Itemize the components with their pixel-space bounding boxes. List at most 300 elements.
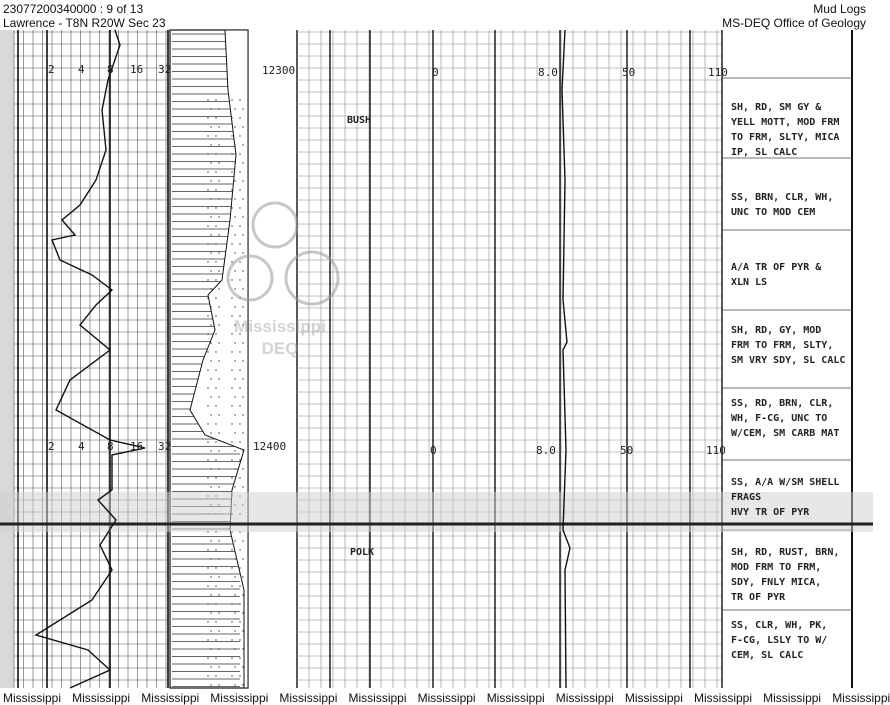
sand-dot (231, 657, 232, 658)
lithology-description-line: HVY TR OF PYR (731, 507, 810, 518)
sand-dot (210, 666, 211, 667)
sand-dot (239, 477, 240, 478)
sand-dot (218, 612, 219, 613)
sand-dot (218, 288, 219, 289)
sand-dot (210, 306, 211, 307)
sand-dot (218, 576, 219, 577)
sand-dot (234, 576, 235, 577)
sand-dot (239, 603, 240, 604)
sand-dot (207, 135, 208, 136)
sand-dot (207, 387, 208, 388)
sand-dot (207, 549, 208, 550)
sand-dot (239, 441, 240, 442)
sand-dot (242, 378, 243, 379)
sand-dot (218, 306, 219, 307)
log-type-label: Mud Logs (813, 2, 866, 16)
scale-a-label: 8 (107, 440, 114, 453)
sand-dot (242, 144, 243, 145)
sand-dot (234, 198, 235, 199)
sand-dot (231, 549, 232, 550)
sand-dot (239, 369, 240, 370)
sand-dot (218, 126, 219, 127)
sand-dot (218, 648, 219, 649)
sand-dot (215, 189, 216, 190)
sand-dot (210, 450, 211, 451)
scale-a-label: 16 (130, 63, 144, 76)
footer-watermark-label: Mississippi (486, 691, 545, 705)
lithology-description-line: FRAGS (731, 492, 762, 503)
sand-dot (215, 639, 216, 640)
sand-dot (231, 387, 232, 388)
sand-dot (218, 360, 219, 361)
gamma-curve (36, 30, 145, 688)
sand-dot (210, 324, 211, 325)
sand-dot (231, 459, 232, 460)
sand-dot (231, 675, 232, 676)
scale-a-label: 16 (130, 440, 144, 453)
depth-label: 12300 (262, 64, 296, 77)
footer-watermark-label: Mississippi (832, 691, 890, 705)
sand-dot (239, 567, 240, 568)
sand-dot (215, 675, 216, 676)
sand-dot (231, 351, 232, 352)
sand-dot (210, 270, 211, 271)
sand-dot (218, 558, 219, 559)
sand-dot (242, 252, 243, 253)
sand-dot (231, 585, 232, 586)
sand-dot (207, 333, 208, 334)
sand-dot (231, 621, 232, 622)
sand-dot (218, 486, 219, 487)
sand-dot (215, 207, 216, 208)
sand-dot (215, 585, 216, 586)
sand-dot (242, 414, 243, 415)
sand-dot (242, 540, 243, 541)
sand-dot (215, 549, 216, 550)
sand-dot (218, 216, 219, 217)
sand-dot (215, 225, 216, 226)
sand-dot (210, 126, 211, 127)
footer-watermark-label: Mississippi (279, 691, 338, 705)
lithology-description-line: CEM, SL CALC (731, 650, 804, 661)
sand-dot (215, 387, 216, 388)
sand-dot (207, 351, 208, 352)
sand-dot (218, 378, 219, 379)
sand-dot (207, 459, 208, 460)
sand-dot (210, 180, 211, 181)
sand-dot (239, 459, 240, 460)
lithology-description-line: SH, RD, RUST, BRN, (731, 547, 840, 558)
lithology-description-line: IP, SL CALC (731, 147, 798, 158)
sand-dot (242, 666, 243, 667)
sand-dot (207, 657, 208, 658)
sand-dot (210, 468, 211, 469)
sand-dot (231, 153, 232, 154)
footer-watermark-label: Mississippi (624, 691, 683, 705)
sand-dot (242, 288, 243, 289)
sand-dot (242, 558, 243, 559)
lithology-description-line: WH, F-CG, UNC TO (731, 413, 828, 424)
sand-dot (234, 468, 235, 469)
sand-dot (210, 684, 211, 685)
sand-dot (210, 540, 211, 541)
sand-dot (234, 270, 235, 271)
sand-dot (207, 243, 208, 244)
scale-a-label: 2 (48, 440, 55, 453)
lithology-description-line: FRM TO FRM, SLTY, (731, 340, 834, 351)
sand-dot (218, 162, 219, 163)
sand-dot (234, 360, 235, 361)
sand-dot (242, 594, 243, 595)
sand-dot (210, 558, 211, 559)
lithology-description-line: YELL MOTT, MOD FRM (731, 117, 840, 128)
sand-dot (210, 648, 211, 649)
sand-dot (218, 666, 219, 667)
sand-dot (234, 144, 235, 145)
sand-dot (218, 432, 219, 433)
scale-b-label: 110 (708, 66, 728, 79)
sand-dot (215, 279, 216, 280)
sand-dot (234, 684, 235, 685)
sand-dot (239, 153, 240, 154)
sand-dot (210, 198, 211, 199)
sand-dot (234, 162, 235, 163)
scale-a-label: 32 (158, 63, 172, 76)
sand-dot (239, 621, 240, 622)
sand-dot (234, 216, 235, 217)
sand-dot (218, 234, 219, 235)
scale-b-label: 50 (622, 66, 636, 79)
sand-dot (215, 657, 216, 658)
sand-dot (234, 396, 235, 397)
sand-dot (215, 603, 216, 604)
sand-dot (239, 279, 240, 280)
lithology-description-line: SH, RD, SM GY & (731, 102, 822, 113)
sand-dot (218, 414, 219, 415)
sand-dot (207, 603, 208, 604)
sand-dot (242, 342, 243, 343)
location-label: Lawrence - T8N R20W Sec 23 (3, 16, 166, 30)
sand-dot (239, 189, 240, 190)
sand-dot (215, 297, 216, 298)
sand-dot (215, 153, 216, 154)
sand-dot (218, 684, 219, 685)
depth-label: 12400 (253, 440, 287, 453)
sand-dot (234, 180, 235, 181)
sand-dot (215, 441, 216, 442)
sand-dot (215, 351, 216, 352)
sand-dot (242, 630, 243, 631)
sand-dot (207, 225, 208, 226)
sand-dot (231, 423, 232, 424)
watermark-text: DEQ (261, 339, 299, 358)
sand-dot (215, 135, 216, 136)
sand-dot (215, 315, 216, 316)
lithology-description-line: SS, A/A W/SM SHELL (731, 477, 840, 488)
sand-dot (234, 612, 235, 613)
scale-b-label: 110 (706, 444, 726, 457)
mud-log-scan (0, 30, 873, 688)
sand-dot (242, 360, 243, 361)
sand-dot (234, 108, 235, 109)
sand-dot (231, 639, 232, 640)
sand-dot (207, 585, 208, 586)
sand-dot (210, 216, 211, 217)
sand-dot (210, 108, 211, 109)
sand-dot (239, 351, 240, 352)
sand-dot (210, 288, 211, 289)
sand-dot (234, 648, 235, 649)
sand-dot (207, 99, 208, 100)
sand-dot (210, 612, 211, 613)
sand-dot (234, 432, 235, 433)
sand-dot (215, 243, 216, 244)
sand-dot (242, 576, 243, 577)
record-id: 23077200340000 : 9 of 13 (3, 2, 144, 16)
sand-dot (210, 414, 211, 415)
sand-dot (242, 396, 243, 397)
agency-label: MS-DEQ Office of Geology (722, 16, 866, 30)
log-curves (36, 30, 570, 688)
footer-watermark-label: Mississippi (694, 691, 753, 705)
sand-dot (215, 567, 216, 568)
sand-dot (207, 621, 208, 622)
sand-dot (239, 135, 240, 136)
sand-dot (242, 612, 243, 613)
sand-dot (215, 117, 216, 118)
footer-watermark-label: Mississippi (348, 691, 407, 705)
sand-dot (207, 405, 208, 406)
sand-dot (239, 387, 240, 388)
sand-dot (231, 189, 232, 190)
formation-marker: POLK (350, 547, 375, 558)
sand-dot (242, 450, 243, 451)
scale-b-label: 8.0 (536, 444, 556, 457)
scale-a-label: 32 (158, 440, 172, 453)
sand-dot (215, 369, 216, 370)
sand-dot (234, 540, 235, 541)
sand-dot (215, 459, 216, 460)
sand-dot (234, 594, 235, 595)
sand-dot (239, 207, 240, 208)
sand-dot (242, 198, 243, 199)
sand-dot (207, 477, 208, 478)
sand-dot (231, 369, 232, 370)
sand-dot (207, 117, 208, 118)
sand-dot (210, 252, 211, 253)
scale-a-label: 8 (107, 63, 114, 76)
sand-dot (231, 567, 232, 568)
sand-dot (239, 405, 240, 406)
sand-dot (242, 180, 243, 181)
sand-dot (242, 684, 243, 685)
sand-dot (207, 639, 208, 640)
sand-dot (231, 279, 232, 280)
sand-dot (215, 405, 216, 406)
sand-dot (239, 99, 240, 100)
sand-dot (218, 540, 219, 541)
sand-dot (231, 135, 232, 136)
sand-dot (218, 594, 219, 595)
sand-dot (210, 378, 211, 379)
sand-dot (210, 342, 211, 343)
sand-dot (215, 171, 216, 172)
sand-dot (210, 162, 211, 163)
sand-dot (207, 297, 208, 298)
sand-dot (239, 675, 240, 676)
sand-dot (239, 225, 240, 226)
footer-watermark-label: Mississippi (763, 691, 822, 705)
footer-watermark-label: Mississippi (417, 691, 476, 705)
sand-dot (231, 603, 232, 604)
sand-dot (242, 432, 243, 433)
sand-dot (207, 171, 208, 172)
gas-curve (562, 30, 570, 688)
sand-dot (207, 189, 208, 190)
sand-dot (218, 342, 219, 343)
formation-marker: BUSH (347, 115, 372, 126)
sand-dot (231, 315, 232, 316)
sand-dot (242, 108, 243, 109)
sand-dot (218, 468, 219, 469)
lithology-description-line: SDY, FNLY MICA, (731, 577, 822, 588)
sand-dot (242, 126, 243, 127)
footer-watermark-label: Mississippi (210, 691, 269, 705)
sand-dot (239, 171, 240, 172)
sand-dot (218, 144, 219, 145)
lithology-description-line: TR OF PYR (731, 592, 786, 603)
lithology-description-line: XLN LS (731, 277, 768, 288)
sand-dot (242, 162, 243, 163)
scale-a-label: 2 (48, 63, 55, 76)
sand-dot (218, 198, 219, 199)
sand-dot (218, 180, 219, 181)
sand-dot (234, 414, 235, 415)
sand-dot (218, 324, 219, 325)
sand-dot (207, 369, 208, 370)
sand-dot (242, 306, 243, 307)
sand-dot (215, 261, 216, 262)
sand-dot (215, 423, 216, 424)
sand-dot (242, 234, 243, 235)
sand-dot (210, 360, 211, 361)
sand-dot (210, 630, 211, 631)
sand-dot (234, 342, 235, 343)
sand-dot (242, 216, 243, 217)
sand-dot (231, 441, 232, 442)
sand-dot (231, 225, 232, 226)
sand-dot (231, 243, 232, 244)
sand-dot (242, 270, 243, 271)
lithology-description-line: MOD FRM TO FRM, (731, 562, 822, 573)
sand-dot (234, 630, 235, 631)
scale-b-label: 0 (430, 444, 437, 457)
sand-dot (234, 558, 235, 559)
sand-dot (239, 549, 240, 550)
sand-dot (234, 666, 235, 667)
sand-dot (207, 207, 208, 208)
sand-dot (239, 657, 240, 658)
footer-watermark-label: Mississippi (3, 691, 62, 705)
scale-b-label: 8.0 (538, 66, 558, 79)
sand-dot (210, 234, 211, 235)
sand-dot (234, 378, 235, 379)
footer-watermark-label: Mississippi (555, 691, 614, 705)
footer-watermark-strip (0, 689, 890, 705)
sand-dot (231, 207, 232, 208)
sand-dot (231, 405, 232, 406)
sand-dot (231, 333, 232, 334)
scale-b-label: 50 (620, 444, 634, 457)
lithology-description-line: TO FRM, SLTY, MICA (731, 132, 840, 143)
lithology-description-line: W/CEM, SM CARB MAT (731, 428, 840, 439)
sand-dot (218, 396, 219, 397)
sand-dot (207, 153, 208, 154)
lithology-description-line: UNC TO MOD CEM (731, 207, 816, 218)
lithology-description-line: SH, RD, GY, MOD (731, 325, 822, 336)
sand-dot (242, 648, 243, 649)
sand-dot (218, 450, 219, 451)
sand-dot (231, 99, 232, 100)
sand-dot (231, 297, 232, 298)
sand-dot (215, 99, 216, 100)
sand-dot (239, 639, 240, 640)
left-edge-shadow (0, 30, 14, 688)
scale-a-label: 4 (78, 63, 85, 76)
scale-b-label: 0 (432, 66, 439, 79)
sand-dot (242, 468, 243, 469)
sand-dot (215, 333, 216, 334)
sand-dot (207, 279, 208, 280)
sand-dot (231, 117, 232, 118)
sand-dot (210, 486, 211, 487)
sand-dot (207, 441, 208, 442)
sand-dot (239, 261, 240, 262)
sand-dot (210, 396, 211, 397)
sand-dot (207, 675, 208, 676)
sand-dot (215, 477, 216, 478)
sand-dot (218, 108, 219, 109)
sand-dot (234, 288, 235, 289)
sand-dot (207, 315, 208, 316)
sand-dot (231, 171, 232, 172)
lithology-description-line: A/A TR OF PYR & (731, 262, 822, 273)
scale-a-label: 4 (78, 440, 85, 453)
sand-dot (231, 477, 232, 478)
sand-dot (210, 144, 211, 145)
lithology-description-line: SS, RD, BRN, CLR, (731, 398, 834, 409)
sand-dot (207, 423, 208, 424)
sand-dot (242, 486, 243, 487)
sand-dot (239, 117, 240, 118)
sand-dot (234, 252, 235, 253)
sand-dot (234, 234, 235, 235)
sand-dot (210, 594, 211, 595)
watermark-circle (253, 203, 297, 247)
sand-dot (239, 585, 240, 586)
footer-watermark-label: Mississippi (72, 691, 131, 705)
sand-dot (239, 423, 240, 424)
lithology-description-line: SM VRY SDY, SL CALC (731, 355, 846, 366)
lithology-description-line: SS, CLR, WH, PK, (731, 620, 828, 631)
sand-dot (234, 126, 235, 127)
footer-watermark-label: Mississippi (141, 691, 200, 705)
sand-dot (218, 270, 219, 271)
sand-dot (234, 450, 235, 451)
lithology-description-line: SS, BRN, CLR, WH, (731, 192, 834, 203)
sand-dot (234, 306, 235, 307)
sand-dot (207, 261, 208, 262)
